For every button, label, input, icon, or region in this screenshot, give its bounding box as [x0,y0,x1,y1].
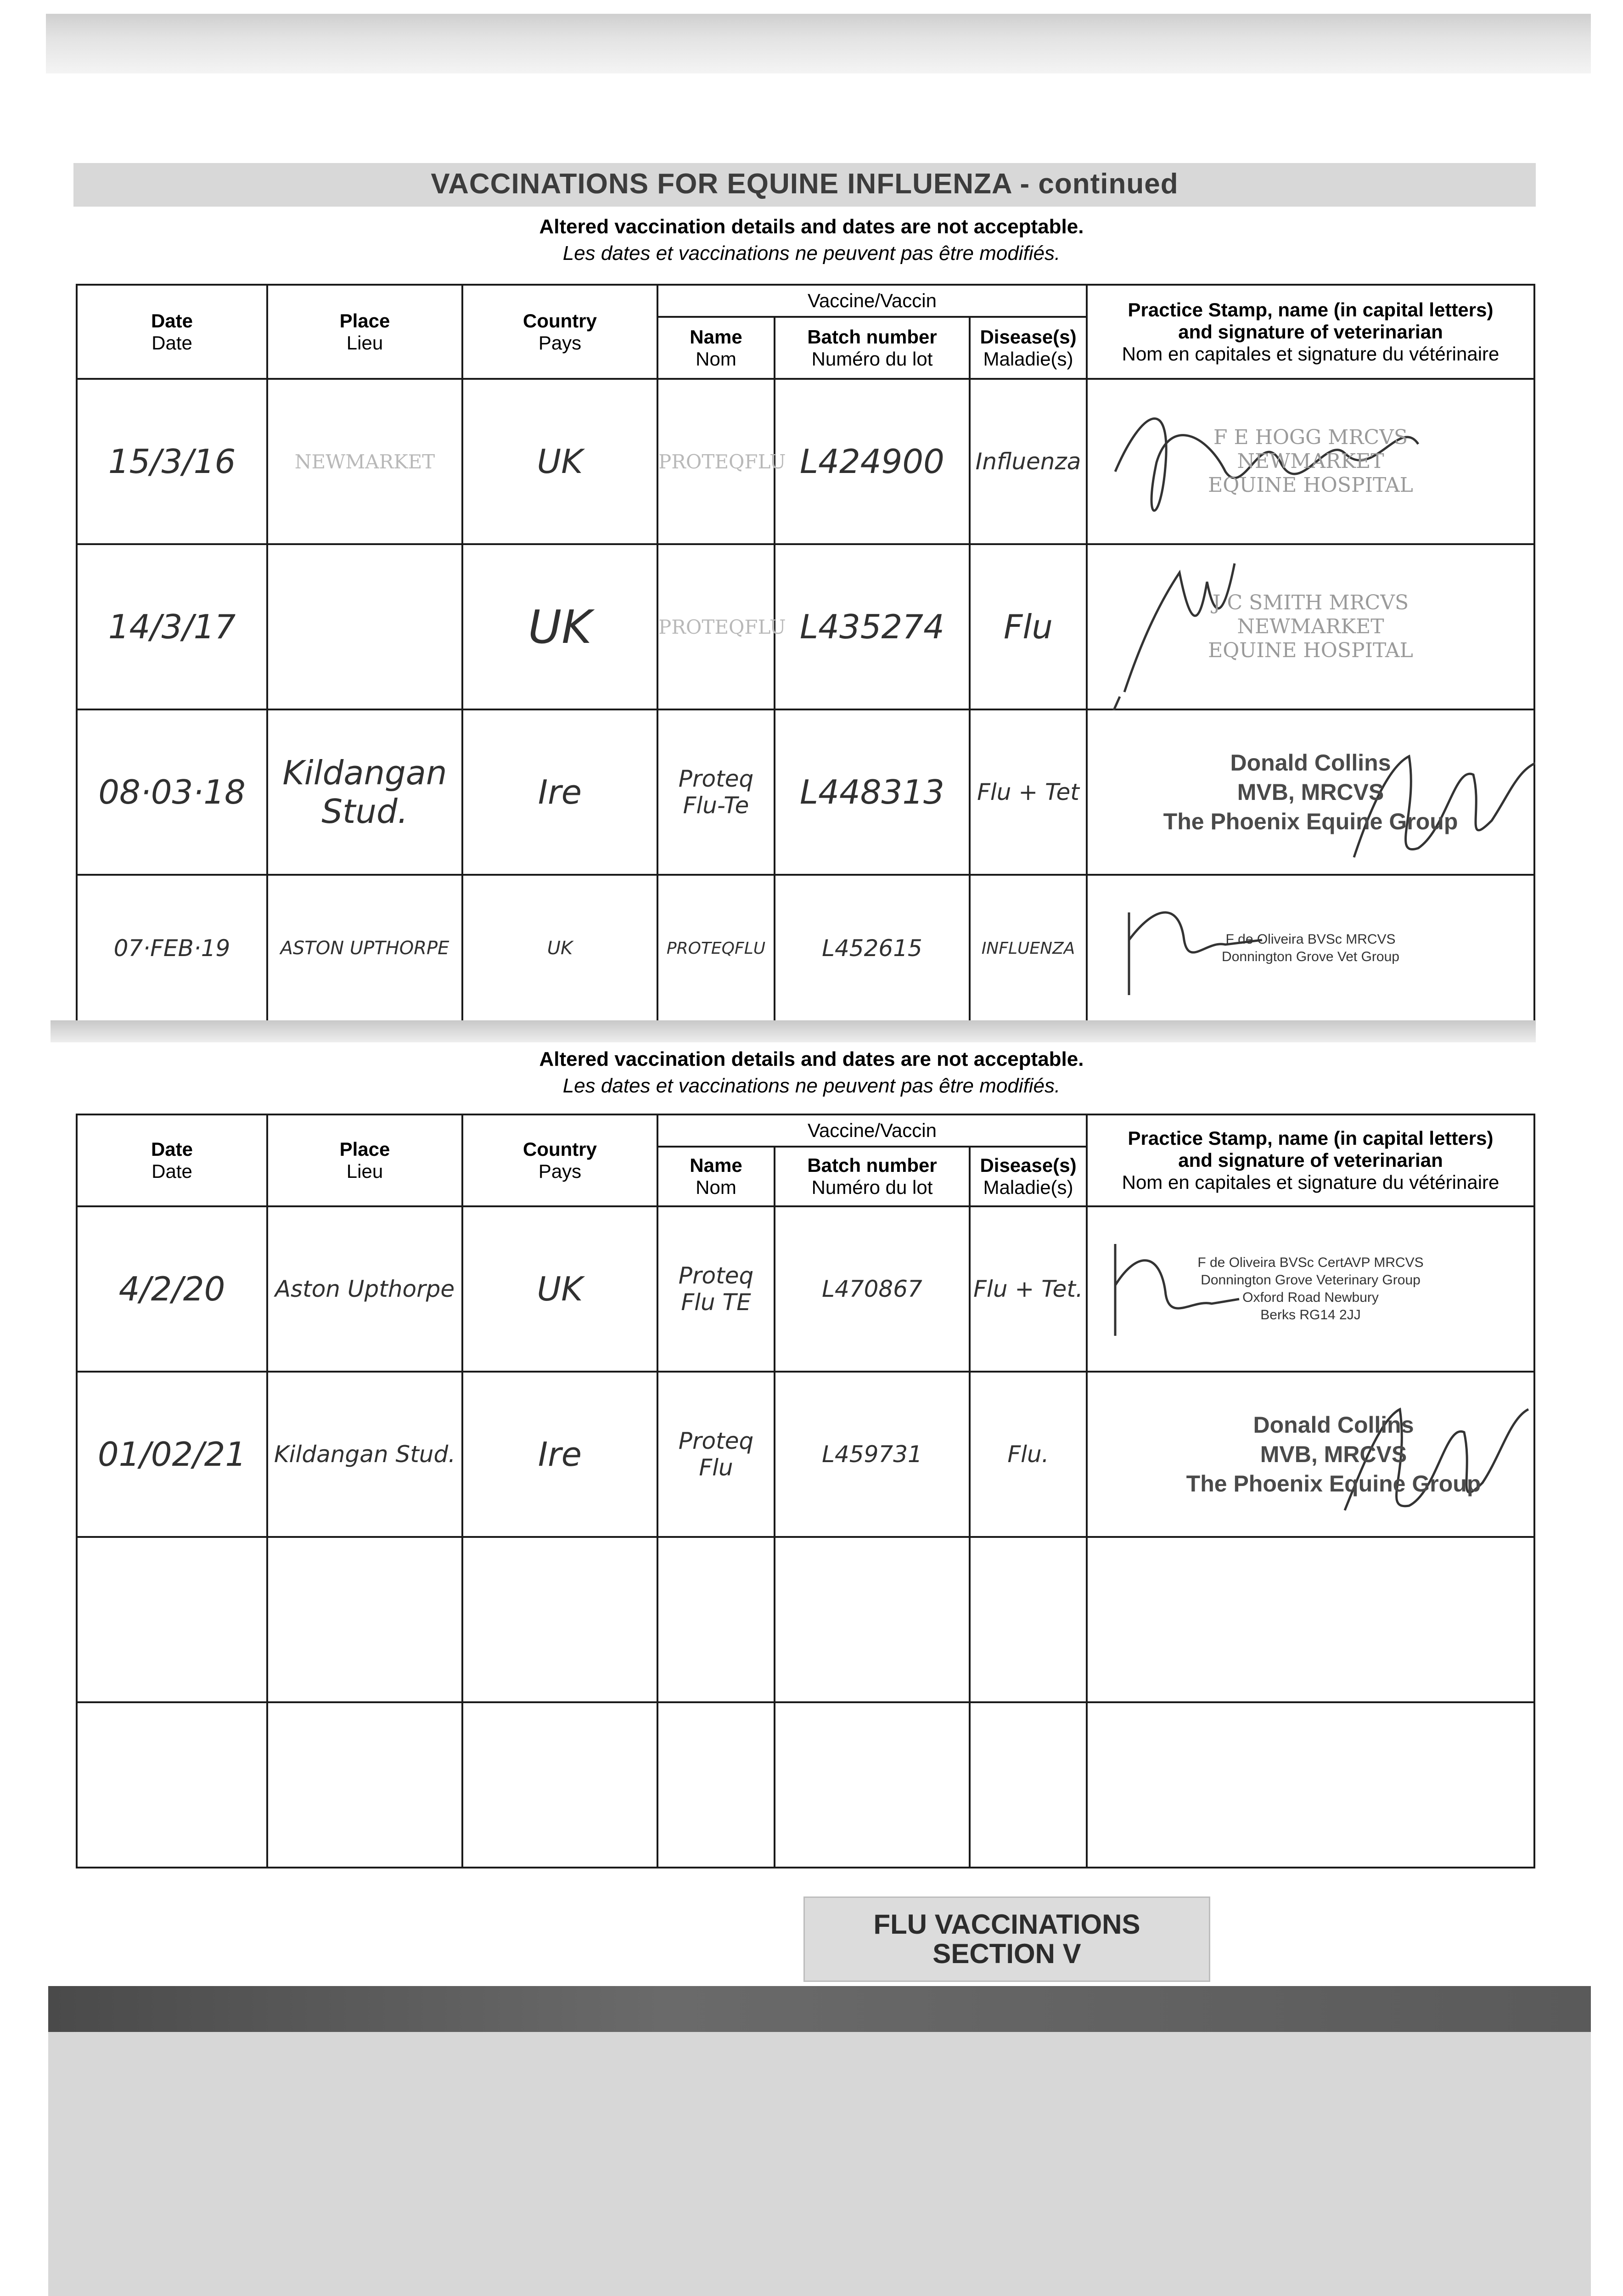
header-batch: Batch number Numéro du lot [775,1147,970,1206]
cell-disease: Flu. [970,1372,1087,1537]
cell-place[interactable] [267,1537,462,1702]
vaccination-table-1 [76,284,1535,1023]
stamp-line: Oxford Road Newbury [1242,1290,1379,1305]
cell-vaccine-name: PROTEQFLU [657,379,775,544]
section-line-1: FLU VACCINATIONS [873,1909,1140,1940]
cell-stamp [1087,1372,1534,1537]
stamp-line: MVB, MRCVS [1260,1441,1407,1467]
stamp-line: EQUINE HOSPITAL [1208,639,1413,662]
notice-french: Les dates et vaccinations ne peuvent pas être modifiés. [562,1075,1061,1097]
stamp-line: The Phoenix Equine Group [1186,1471,1481,1497]
cell-place: NEWMARKET [267,379,462,544]
cell-stamp[interactable] [1087,1702,1534,1868]
cell-batch: L459731 [775,1372,970,1537]
cell-vaccine-name: Proteq Flu [657,1372,775,1537]
stamp-line: F E HOGG MRCVS [1213,426,1408,449]
cell-vaccine-name[interactable] [657,1537,775,1702]
cell-disease: Flu + Tet. [970,1206,1087,1372]
stamp-line: Donnington Grove Vet Group [1222,949,1399,964]
table-row [77,875,1534,1022]
header-disease: Disease(s) Maladie(s) [970,317,1087,379]
cell-vaccine-name: PROTEQFLU [657,875,775,1022]
table-row [77,709,1534,875]
cell-stamp [1087,379,1534,544]
page-title: VACCINATIONS FOR EQUINE INFLUENZA - continued [431,168,1179,200]
header-vaccine: Vaccine/Vaccin [657,1114,1087,1147]
header-name: Name Nom [657,1147,775,1206]
header-practice-stamp: Practice Stamp, name (in capital letters) and signature of veterinarian Nom en capitales et signature du vétérinaire [1087,1114,1534,1206]
cell-country: UK [462,379,657,544]
header-name: Name Nom [657,317,775,379]
cell-batch: L435274 [775,544,970,709]
cell-place: Kildangan Stud. [267,709,462,875]
bottom-gray-band [48,2032,1591,2296]
cell-vaccine-name[interactable] [657,1702,775,1868]
table-row-empty [77,1537,1534,1702]
cell-disease[interactable] [970,1537,1087,1702]
stamp-line: MVB, MRCVS [1237,779,1384,805]
header-disease: Disease(s) Maladie(s) [970,1147,1087,1206]
cell-place: Aston Upthorpe [267,1206,462,1372]
cell-vaccine-name: PROTEQFLU [657,544,775,709]
notice-block [0,1046,1623,1099]
cell-stamp[interactable] [1087,1537,1534,1702]
table-row [77,379,1534,544]
cell-country: Ire [462,709,657,875]
stamp-line: Donald Collins [1253,1412,1414,1438]
cell-stamp [1087,1206,1534,1372]
vaccination-table-2 [76,1114,1535,1868]
table-row-empty [77,1702,1534,1868]
cell-disease: Flu [970,544,1087,709]
cell-batch: L448313 [775,709,970,875]
notice-english: Altered vaccination details and dates are not acceptable. [539,1048,1084,1070]
stamp-line: Donnington Grove Veterinary Group [1201,1272,1421,1288]
cell-country: UK [462,1206,657,1372]
table-row [77,1206,1534,1372]
stamp-line: EQUINE HOSPITAL [1208,473,1413,497]
cell-stamp [1087,875,1534,1022]
header-date: Date Date [77,285,267,379]
stamp-line: J C SMITH MRCVS [1212,591,1409,614]
cell-vaccine-name: Proteq Flu-Te [657,709,775,875]
stamp-line: Berks RG14 2JJ [1260,1307,1361,1322]
stamp-line: F de Oliveira BVSc CertAVP MRCVS [1197,1255,1424,1270]
stamp-line: The Phoenix Equine Group [1163,809,1458,834]
cell-place [267,544,462,709]
cell-country: UK [462,875,657,1022]
cell-stamp [1087,709,1534,875]
cell-date: 15/3/16 [77,379,267,544]
page-overlap-strip [51,1020,1536,1042]
cell-place: ASTON UPTHORPE [267,875,462,1022]
cell-date: 14/3/17 [77,544,267,709]
bottom-dark-band [48,1986,1591,2032]
cell-place[interactable] [267,1702,462,1868]
cell-country[interactable] [462,1702,657,1868]
notice-english: Altered vaccination details and dates are not acceptable. [539,215,1084,238]
stamp-line: NEWMARKET [1237,450,1384,473]
cell-country: Ire [462,1372,657,1537]
cell-disease[interactable] [970,1702,1087,1868]
cell-disease: Influenza [970,379,1087,544]
table-row [77,544,1534,709]
cell-date: 08·03·18 [77,709,267,875]
header-batch: Batch number Numéro du lot [775,317,970,379]
cell-stamp [1087,544,1534,709]
cell-batch: L452615 [775,875,970,1022]
cell-disease: Flu + Tet [970,709,1087,875]
notice-french: Les dates et vaccinations ne peuvent pas être modifiés. [562,242,1061,264]
cell-date[interactable] [77,1537,267,1702]
cell-date[interactable] [77,1702,267,1868]
cell-batch[interactable] [775,1537,970,1702]
cell-date: 01/02/21 [77,1372,267,1537]
header-date: Date Date [77,1114,267,1206]
cell-batch: L424900 [775,379,970,544]
table-row [77,1372,1534,1537]
cell-batch[interactable] [775,1702,970,1868]
header-place: Place Lieu [267,1114,462,1206]
cell-country[interactable] [462,1537,657,1702]
section-line-2: SECTION V [932,1938,1081,1969]
stamp-line: F de Oliveira BVSc MRCVS [1225,932,1396,947]
header-practice-stamp: Practice Stamp, name (in capital letters) and signature of veterinarian Nom en capitales et signature du vétérinaire [1087,285,1534,379]
cell-batch: L470867 [775,1206,970,1372]
header-country: Country Pays [462,285,657,379]
header-country: Country Pays [462,1114,657,1206]
section-label-box [803,1896,1210,1982]
title-bar [73,163,1536,207]
notice-block [0,214,1623,267]
header-vaccine: Vaccine/Vaccin [657,285,1087,317]
cell-vaccine-name: Proteq Flu TE [657,1206,775,1372]
cell-disease: INFLUENZA [970,875,1087,1022]
cell-place: Kildangan Stud. [267,1372,462,1537]
cell-country: UK [462,544,657,709]
stamp-line: Donald Collins [1230,750,1391,776]
stamp-line: NEWMARKET [1237,615,1384,638]
cell-date: 4/2/20 [77,1206,267,1372]
top-scan-band [46,14,1591,73]
cell-date: 07·FEB·19 [77,875,267,1022]
header-place: Place Lieu [267,285,462,379]
